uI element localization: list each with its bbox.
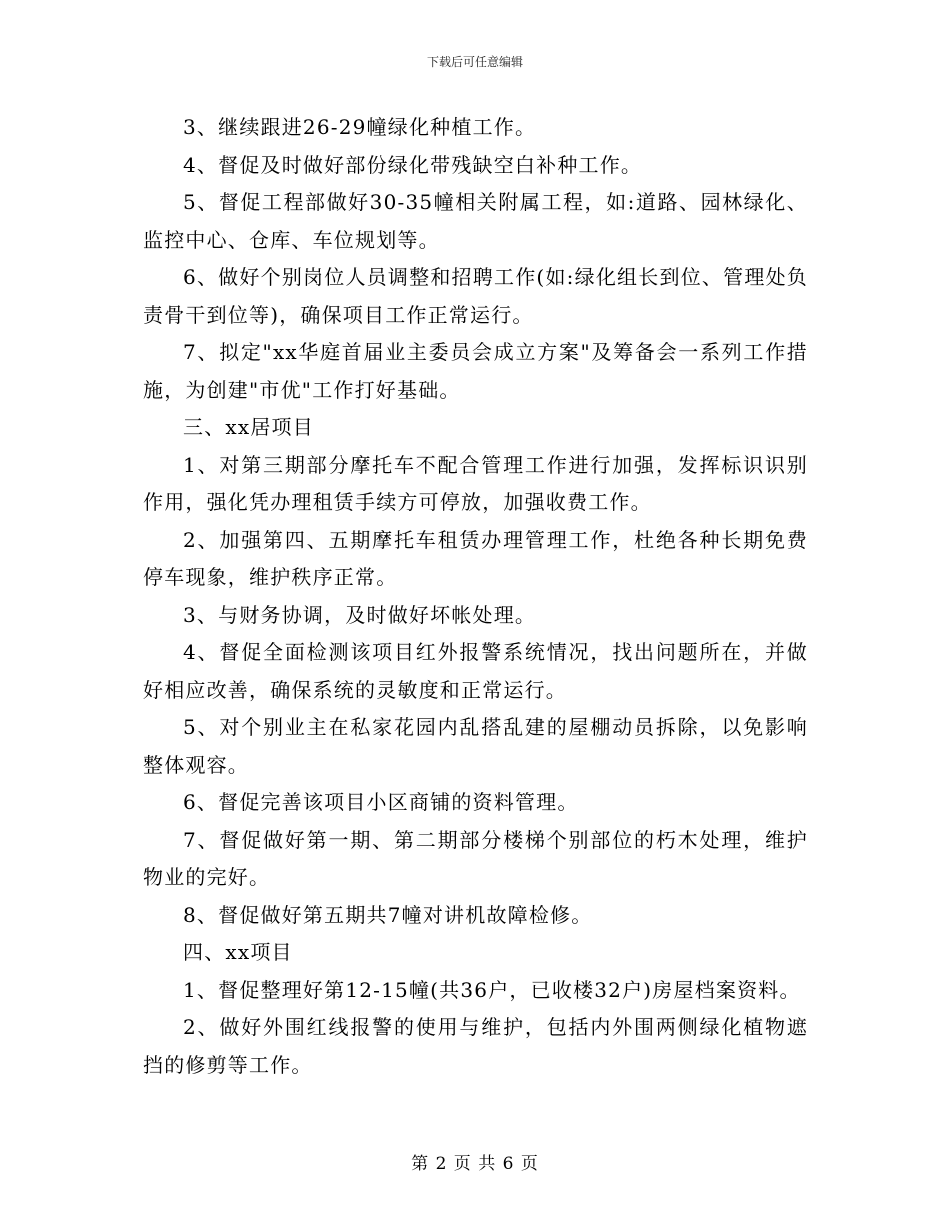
paragraph: 1、督促整理好第12-15幢(共36户，已收楼32户)房屋档案资料。: [183, 977, 801, 1002]
paragraph: 5、对个别业主在私家花园内乱搭乱建的屋棚动员拆除，以免影响整体观容。: [143, 715, 808, 777]
paragraph: 6、做好个别岗位人员调整和招聘工作(如:绿化组长到位、管理处负责骨干到位等)，确保项目工作正常运行。: [143, 265, 808, 327]
page-number-footer: 第 2 页 共 6 页: [411, 1154, 539, 1174]
paragraph: 6、督促完善该项目小区商铺的资料管理。: [183, 790, 579, 814]
paragraph: 1、对第三期部分摩托车不配合管理工作进行加强，发挥标识识别作用，强化凭办理租赁手续方可停放，加强收费工作。: [143, 452, 808, 514]
paragraph: 2、做好外围红线报警的使用与维护，包括内外围两侧绿化植物遮挡的修剪等工作。: [143, 1015, 808, 1077]
page-header-note: 下载后可任意编辑: [426, 55, 523, 69]
section-heading: 三、xx居项目: [183, 415, 314, 439]
paragraph: 4、督促及时做好部份绿化带残缺空白补种工作。: [183, 152, 643, 177]
paragraph: 8、督促做好第五期共7幢对讲机故障检修。: [183, 902, 593, 927]
paragraph: 5、督促工程部做好30-35幢相关附属工程，如:道路、园林绿化、监控中心、仓库、车位规划等。: [143, 190, 808, 252]
paragraph: 7、拟定"xx华庭首届业主委员会成立方案"及筹备会一系列工作措施，为创建"市优"工作打好基础。: [143, 340, 808, 402]
paragraph: 3、继续跟进26-29幢绿化种植工作。: [183, 115, 537, 139]
paragraph: 2、加强第四、五期摩托车租赁办理管理工作，杜绝各种长期免费停车现象，维护秩序正常。: [143, 527, 808, 589]
section-heading: 四、xx项目: [183, 940, 293, 964]
paragraph: 4、督促全面检测该项目红外报警系统情况，找出问题所在，并做好相应改善，确保系统的灵敏度和正常运行。: [143, 640, 808, 702]
document-body: [143, 109, 808, 1084]
paragraph: 7、督促做好第一期、第二期部分楼梯个别部位的朽木处理，维护物业的完好。: [143, 827, 808, 889]
paragraph: 3、与财务协调，及时做好坏帐处理。: [183, 602, 537, 627]
